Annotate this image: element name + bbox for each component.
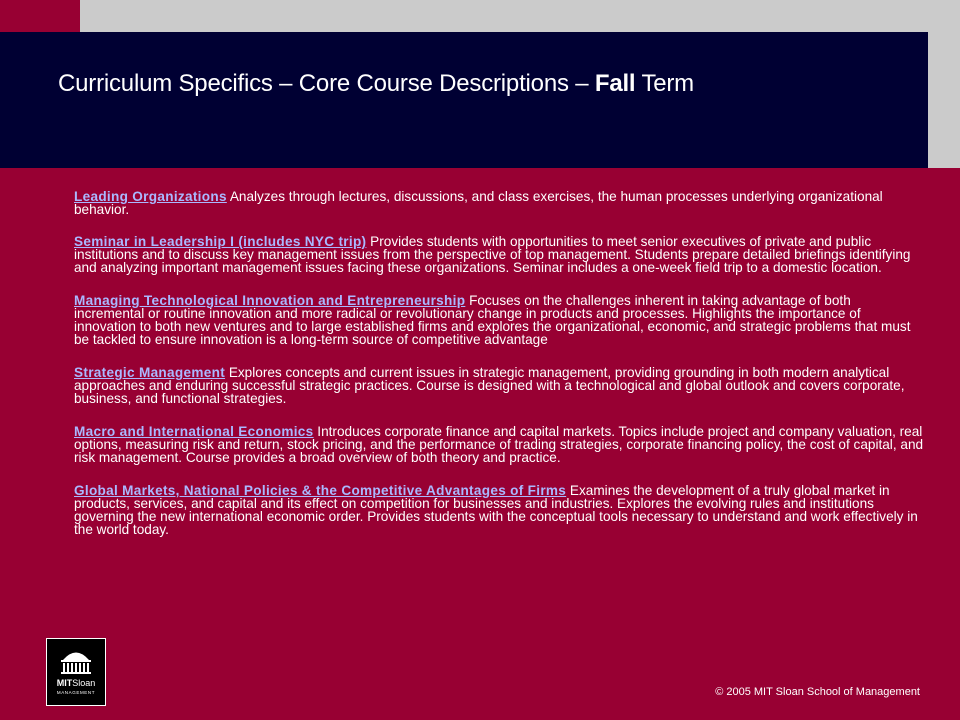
- course-item: [74, 294, 924, 346]
- copyright-footer: © 2005 MIT Sloan School of Management: [715, 686, 920, 698]
- course-link-leading-organizations[interactable]: Leading Organizations: [74, 189, 227, 204]
- title-band: [0, 32, 928, 168]
- course-item: [74, 235, 924, 274]
- slide-title: [58, 70, 694, 98]
- course-link-macro-international-economics[interactable]: Macro and International Economics: [74, 424, 314, 439]
- course-link-managing-technological-innovation[interactable]: Managing Technological Innovation and Entrepreneurship: [74, 293, 466, 308]
- course-item: [74, 484, 924, 536]
- course-link-seminar-in-leadership[interactable]: Seminar in Leadership I (includes NYC trip): [74, 234, 367, 249]
- logo-wordmark-bold: MIT: [56, 678, 73, 688]
- course-item: [74, 425, 924, 464]
- header-red-corner: [0, 0, 80, 32]
- logo-wordmark-rest: Sloan: [72, 678, 96, 688]
- course-item: [74, 366, 924, 405]
- course-description: Analyzes through lectures, discussions, and class exercises, the human processes underlying organizational behavior.: [74, 189, 883, 217]
- course-description: Explores concepts and current issues in strategic management, providing grounding in both modern analytical approaches and enduring successful strategic practices. Course is designed with a technological and global outlook and covers corporate, business, and functional strategies.: [74, 365, 905, 406]
- course-description: Focuses on the challenges inherent in taking advantage of both incremental or routine innovation and more radical or revolutionary change in products and processes. Highlights the importance of innovation to both new ventures and to large established firms and explores the organizational, economic, and strategic problems that must be tackled to ensure innovation is a long-term source of competitive advantage: [74, 293, 911, 347]
- course-description: Introduces corporate finance and capital markets. Topics include project and company valuation, real options, measuring risk and return, stock pricing, and the performance of trading strategies, corporate financing policy, the cost of capital, and risk management. Course provides a broad overview of both theory and practice.: [74, 424, 924, 465]
- slide-title-prefix: Curriculum Specifics – Core Course Descriptions –: [58, 70, 595, 97]
- mit-sloan-logo: [46, 638, 106, 706]
- course-list: [74, 190, 924, 536]
- slide-title-suffix: Term: [635, 70, 694, 97]
- course-description: Examines the development of a truly global market in products, services, and capital and its effect on competition for businesses and industries. Explores the evolving rules and institutions governing the new international economic order. Provides students with the conceptual tools necessary to understand and work effectively in the world today.: [74, 483, 918, 537]
- course-item: [74, 190, 924, 216]
- course-link-strategic-management[interactable]: Strategic Management: [74, 365, 226, 380]
- course-link-global-markets[interactable]: Global Markets, National Policies & the Competitive Advantages of Firms: [74, 483, 567, 498]
- slide-title-emphasis: Fall: [594, 70, 636, 97]
- mit-dome-icon: [58, 647, 94, 677]
- course-description: Provides students with opportunities to meet senior executives of private and public institutions and to discuss key management issues from the perspective of top management. Students prepare detailed briefings identifying and analyzing important management issues facing these organizations. Seminar includes a one-week field trip to a domestic location.: [74, 234, 911, 275]
- logo-wordmark: [47, 679, 105, 688]
- logo-subtitle: MANAGEMENT: [56, 690, 96, 695]
